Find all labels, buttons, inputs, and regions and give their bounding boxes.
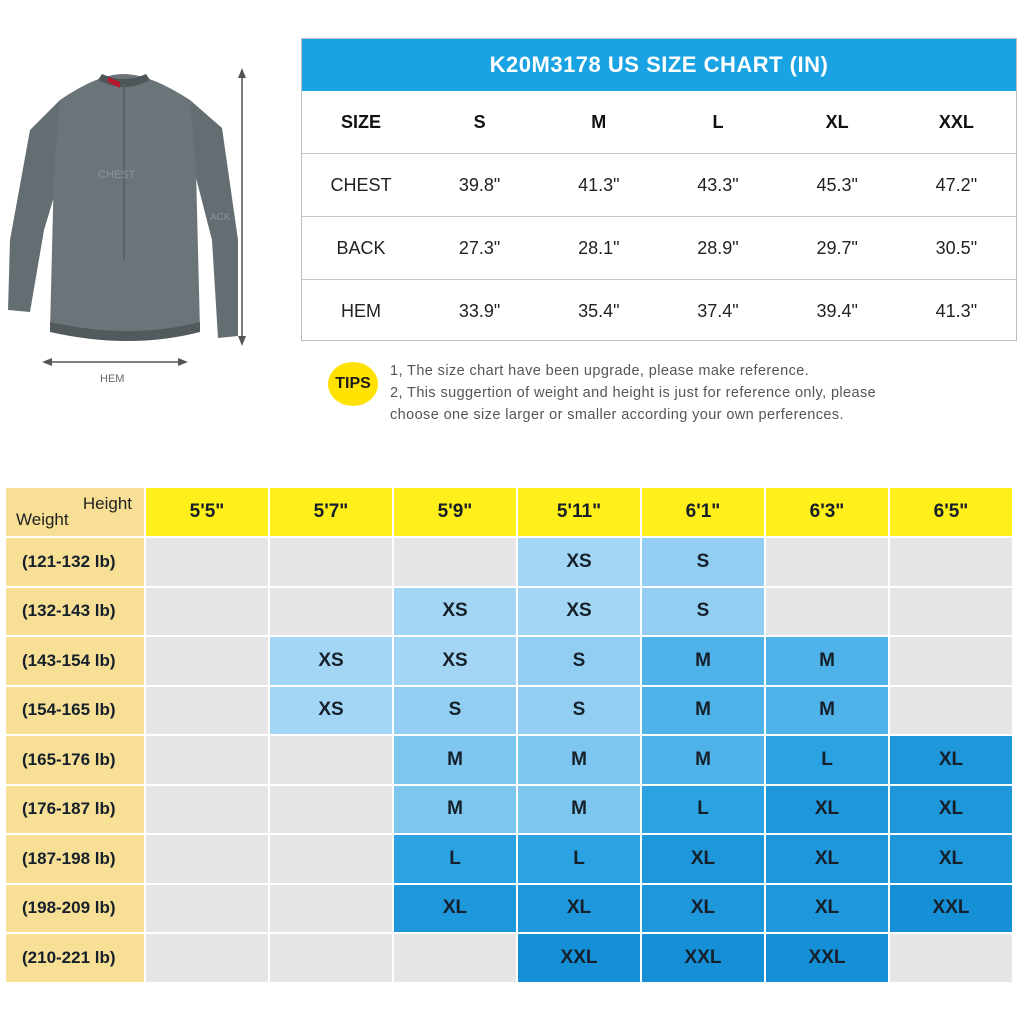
size-cell <box>890 637 1012 685</box>
size-cell: XS <box>270 637 392 685</box>
size-cell: XL <box>518 885 640 933</box>
size-cell <box>766 588 888 636</box>
size-cell: M <box>394 736 516 784</box>
size-cell: L <box>518 835 640 883</box>
size-cell <box>890 538 1012 586</box>
size-cell: L <box>394 835 516 883</box>
weight-header-cell: (143-154 lb) <box>6 637 144 685</box>
measure-cell: 28.9" <box>658 217 777 280</box>
size-cell: M <box>642 637 764 685</box>
size-cell <box>270 885 392 933</box>
height-weight-size-grid <box>6 488 1018 984</box>
size-cell: XL <box>766 885 888 933</box>
measure-cell: 35.4" <box>578 300 620 321</box>
size-cell: XL <box>394 885 516 933</box>
grid-corner <box>6 488 144 536</box>
size-cell: M <box>642 736 764 784</box>
size-cell <box>270 835 392 883</box>
size-cell: XS <box>518 588 640 636</box>
weight-header-cell: (154-165 lb) <box>6 687 144 735</box>
row-label: HEM <box>341 300 381 321</box>
size-cell <box>146 835 268 883</box>
size-cell <box>270 588 392 636</box>
size-cell: XXL <box>766 934 888 982</box>
size-cell <box>146 934 268 982</box>
size-header-cell: S <box>420 91 539 154</box>
size-chart-grid <box>302 91 1016 342</box>
size-cell: M <box>766 687 888 735</box>
measure-cell: 33.9" <box>458 300 501 321</box>
measure-cell: 41.3" <box>935 300 978 321</box>
measure-cell: 45.3" <box>778 154 897 217</box>
back-label: ACK <box>210 212 231 223</box>
size-cell <box>146 736 268 784</box>
size-cell: S <box>642 588 764 636</box>
weight-header-cell: (132-143 lb) <box>6 588 144 636</box>
size-header-cell: XXL <box>897 91 1016 154</box>
measure-cell: 30.5" <box>897 217 1016 280</box>
size-chart-table <box>301 38 1017 341</box>
size-cell <box>270 538 392 586</box>
size-cell <box>890 687 1012 735</box>
measure-cell: 39.8" <box>420 154 539 217</box>
size-cell: XXL <box>642 934 764 982</box>
size-header-row <box>302 91 1016 154</box>
tips-section <box>328 360 1018 430</box>
size-cell: XL <box>890 736 1012 784</box>
size-cell <box>890 588 1012 636</box>
size-header-cell: SIZE <box>302 91 420 154</box>
tips-badge: TIPS <box>328 362 378 406</box>
size-row-hem <box>302 280 1016 343</box>
size-cell <box>146 538 268 586</box>
size-cell: L <box>766 736 888 784</box>
tips-text <box>390 360 1010 426</box>
size-cell <box>146 786 268 834</box>
size-cell <box>146 637 268 685</box>
size-cell: M <box>394 786 516 834</box>
weight-header-cell: (165-176 lb) <box>6 736 144 784</box>
height-header-cell: 6'3" <box>766 488 888 536</box>
size-cell <box>270 736 392 784</box>
size-cell: M <box>518 736 640 784</box>
size-header-cell: L <box>658 91 777 154</box>
size-cell <box>270 934 392 982</box>
size-cell: XL <box>642 835 764 883</box>
size-cell: XXL <box>890 885 1012 933</box>
size-header-cell: M <box>539 91 658 154</box>
size-cell <box>890 934 1012 982</box>
height-axis-label: Height <box>82 494 132 513</box>
size-cell: XL <box>890 786 1012 834</box>
weight-header-cell: (187-198 lb) <box>6 835 144 883</box>
size-cell: XL <box>642 885 764 933</box>
size-cell: XS <box>518 538 640 586</box>
size-cell: XL <box>766 835 888 883</box>
tips-line: 1, The size chart have been upgrade, please make reference. <box>390 363 810 379</box>
weight-header-cell: (121-132 lb) <box>6 538 144 586</box>
size-header-cell: XL <box>778 91 897 154</box>
size-cell <box>146 588 268 636</box>
size-row-back <box>302 217 1016 280</box>
weight-header-cell: (210-221 lb) <box>6 934 144 982</box>
measure-cell: 43.3" <box>658 154 777 217</box>
height-header-cell: 5'11" <box>518 488 640 536</box>
size-cell: S <box>518 687 640 735</box>
size-cell: L <box>642 786 764 834</box>
size-row-chest <box>302 154 1016 217</box>
jersey-illustration <box>0 60 260 400</box>
size-chart-title: K20M3178 US SIZE CHART (IN) <box>302 39 1016 91</box>
measure-cell: 37.4" <box>697 300 739 321</box>
size-cell: M <box>642 687 764 735</box>
height-header-cell: 6'1" <box>642 488 764 536</box>
size-cell: S <box>518 637 640 685</box>
height-header-cell: 6'5" <box>890 488 1012 536</box>
size-cell: XL <box>890 835 1012 883</box>
size-cell <box>270 786 392 834</box>
weight-header-cell: (198-209 lb) <box>6 885 144 933</box>
chest-label: CHEST <box>98 169 136 181</box>
size-cell <box>766 538 888 586</box>
height-header-cell: 5'9" <box>394 488 516 536</box>
size-cell <box>146 885 268 933</box>
size-cell <box>394 538 516 586</box>
measure-cell: 47.2" <box>897 154 1016 217</box>
measure-cell: 28.1" <box>539 217 658 280</box>
height-header-cell: 5'7" <box>270 488 392 536</box>
size-cell: S <box>394 687 516 735</box>
size-cell: XL <box>766 786 888 834</box>
size-cell: M <box>766 637 888 685</box>
measure-cell: 27.3" <box>420 217 539 280</box>
size-cell: XS <box>270 687 392 735</box>
measure-cell: 29.7" <box>778 217 897 280</box>
size-cell: XXL <box>518 934 640 982</box>
row-label: BACK <box>302 217 420 280</box>
size-cell: XS <box>394 588 516 636</box>
weight-axis-label: Weight <box>16 510 69 529</box>
measure-cell: 41.3" <box>539 154 658 217</box>
height-header-cell: 5'5" <box>146 488 268 536</box>
size-cell: XS <box>394 637 516 685</box>
tips-line: 2, This suggertion of weight and height is just for reference only, please <box>390 385 877 401</box>
hem-label: HEM <box>100 373 125 385</box>
size-cell: M <box>518 786 640 834</box>
size-cell <box>146 687 268 735</box>
size-cell: S <box>642 538 764 586</box>
measure-cell: 39.4" <box>816 300 858 321</box>
tips-line: choose one size larger or smaller according your own perferences. <box>390 407 844 423</box>
row-label: CHEST <box>302 154 420 217</box>
size-cell <box>394 934 516 982</box>
weight-header-cell: (176-187 lb) <box>6 786 144 834</box>
